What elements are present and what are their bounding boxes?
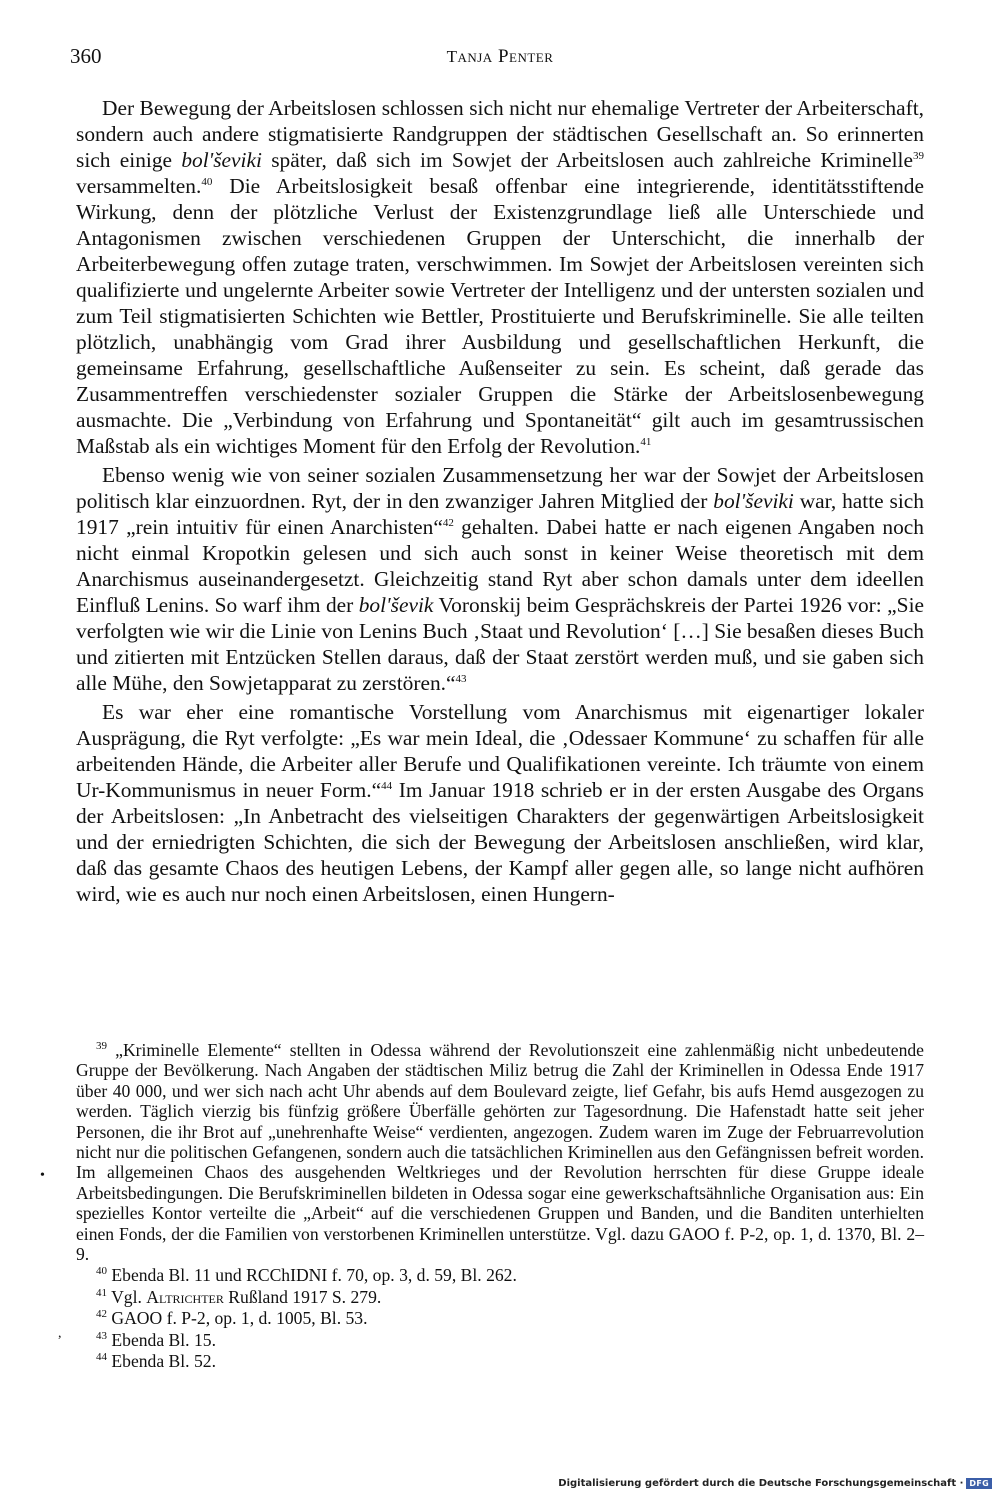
digitization-footer xyxy=(558,1478,992,1489)
footnote-text: Ebenda Bl. 15. xyxy=(107,1329,216,1350)
paragraph-1 xyxy=(76,95,924,459)
page-number: 360 xyxy=(70,44,102,68)
footnote-text: GAOO f. P-2, op. 1, d. 1005, Bl. 53. xyxy=(107,1308,368,1329)
dfg-logo-icon: DFG xyxy=(966,1478,992,1489)
footnote-43 xyxy=(76,1330,924,1350)
text-run: später, daß sich im Sowjet der Arbeitslosen auch zahlreiche Kriminelle xyxy=(261,148,913,172)
footnote-text: Ebenda Bl. 11 und RCChIDNI f. 70, op. 3, d. 59, Bl. 262. xyxy=(107,1265,517,1286)
footnote-number: 43 xyxy=(96,1329,107,1342)
italic-term: bol'ševiki xyxy=(181,148,262,172)
text-run: Die Arbeitslosigkeit besaß offenbar eine integrierende, identitätsstiftende Wirkung, denn der plötzliche Verlust der Existenzgrundlage ließ alle Unterschiede und Antagonismen zwischen verschiedenen Gruppen der Unterschicht, die innerhalb der Arbeiterbewegung offen zutage traten, verschwimmen. Im Sowjet der Arbeitslosen vereinten sich qualifizierte und ungelernte Arbeiter sowie Vertreter der Intelligenz und der untersten sozialen und zum Teil stigmatisierten Schichten wie Bettler, Prostituierte und Berufskriminelle. Sie alle teilten plötzlich, unabhängig vom Grad ihrer Ausbildung und gesellschaftlichen Herkunft, die gemeinsame Erfahrung, gesellschaftliche Außenseiter zu sein. Es scheint, daß gerade das Zusammentreffen verschiedenster sozialer Gruppen die Stärke der Arbeitslosenbewegung ausmachte. Die „Verbindung von Erfahrung und Spontaneität“ gilt auch im gesamtrussischen Maßstab als ein wichtiges Moment für den Erfolg der Revolution. xyxy=(76,174,924,458)
footnote-44 xyxy=(76,1351,924,1371)
footnote-42 xyxy=(76,1308,924,1328)
footnote-ref-44[interactable]: 44 xyxy=(381,779,393,792)
paragraph-2 xyxy=(76,462,924,696)
italic-term: bol'ševiki xyxy=(713,489,794,513)
footnote-ref-41[interactable]: 41 xyxy=(640,435,652,448)
text-run: Der Bewegung der Arbeitslosen schlossen sich nicht nur ehemalige Vertreter der Arbeiterschaft, sondern auch andere stigmatisierte Randgruppen der städtischen Gesellschaft an. So erinnerten sich einige xyxy=(76,96,924,172)
footnote-text: „Kriminelle Elemente“ stellten in Odessa während der Revolutionszeit eine zahlenmäßig nicht unbedeutende Gruppe der Bevölkerung. Nach Angaben der städtischen Miliz betrug die Zahl der Kriminellen in Odessa Ende 1917 über 40 000, und wer sich nach acht Uhr abends auf dem Boulevard zeigte, lief Gefahr, bis aufs Hemd ausgezogen zu werden. Täglich vierzig bis fünfzig größere Überfälle gehörten zur Tagesordnung. Die Hafenstadt hatte seit jeher Personen, die ihr Brot auf „unehrenhafte Weise“ verdienten, angezogen. Zudem waren im Zuge der Februarrevolution nicht nur die politischen Gefangenen, sondern auch die tatsächlichen Kriminellen aus den Gefängnissen befreit worden. Im allgemeinen Chaos des ausgehenden Weltkrieges und der Revolution herrschten für diese Gruppe ideale Arbeitsbedingungen. Die Berufskriminellen bildeten in Odessa sogar eine gewerkschaftsähnliche Organisation aus: Ein spezielles Kontor verteilte die „Arbeit“ auf die verschiedenen Gruppen und Banden, und die Banditen unterhielten einen Fonds, der die Familien von verstorbenen Kriminellen unterstütze. Vgl. dazu GAOO f. P-2, op. 1, d. 1370, Bl. 2–9. xyxy=(76,1040,924,1265)
text-run: Voronskij beim Gesprächskreis der Partei 1926 vor: „Sie verfolgten wie wir die Linie von Lenins Buch ‚Staat und Revolution‘ […] Sie besaßen dieses Buch und zitierten mit Entzücken Stellen daraus, daß der Staat zerstört werden muß, und sie gaben sich alle Mühe, den Sowjetapparat zu zerstören.“ xyxy=(76,593,925,695)
footnote-author: Altrichter xyxy=(146,1286,224,1307)
footnote-ref-40[interactable]: 40 xyxy=(201,175,213,188)
running-head-initial: T xyxy=(446,47,458,66)
footnote-number: 44 xyxy=(96,1351,107,1364)
text-run: Ebenso wenig wie von seiner sozialen Zusammensetzung her war der Sowjet der Arbeitslosen politisch klar einzuordnen. Ryt, der in den zwanziger Jahren Mitglied der xyxy=(76,463,924,513)
running-head xyxy=(0,46,1000,68)
paragraph-3 xyxy=(76,699,924,907)
footnote-number: 39 xyxy=(96,1040,107,1053)
text-run: Im Januar 1918 schrieb er in der ersten Ausgabe des Organs der Arbeitslosen: „In Anbetracht des vielseitigen Charakters der gegenwärtigen Arbeitslosigkeit und der erniedrigten Schichten, die sich der Bewegung der Arbeitslosen anschließen, wird klar, daß das gesamte Chaos des heutigen Lebens, der Kampf aller gegen alle, so lange nicht aufhören wird, wie es auch nur noch einen Arbeitslosen, einen Hungern- xyxy=(76,778,924,906)
footnote-39 xyxy=(76,1040,924,1264)
footnote-40 xyxy=(76,1265,924,1285)
footnotes xyxy=(76,1040,924,1372)
text-run: Es war eher eine romantische Vorstellung vom Anarchismus mit eigenartiger lokaler Ausprägung, die Ryt verfolgte: „Es war mein Ideal, die ‚Odessaer Kommune‘ zu schaffen für alle arbeitenden Hände, die Arbeiter aller Berufe und Qualifikationen vereinte. Ich träumte von einem Ur-Kommunismus in neuer Form.“ xyxy=(76,700,924,802)
running-head-name: anja Penter xyxy=(457,46,554,67)
main-text xyxy=(76,95,924,910)
footnote-41 xyxy=(76,1287,924,1307)
footnote-number: 42 xyxy=(96,1308,107,1321)
footnote-text: Rußland 1917 S. 279. xyxy=(223,1286,382,1307)
footnote-number: 40 xyxy=(96,1265,107,1278)
footnote-ref-43[interactable]: 43 xyxy=(455,672,467,685)
italic-term: bol'ševik xyxy=(358,593,434,617)
text-run: versammelten. xyxy=(76,174,202,198)
footnote-number: 41 xyxy=(96,1287,107,1300)
footnote-text: Ebenda Bl. 52. xyxy=(107,1351,216,1372)
footnote-ref-42[interactable]: 42 xyxy=(442,516,454,529)
scan-artifact-tick: , xyxy=(58,1326,62,1341)
footnote-ref-39[interactable]: 39 xyxy=(913,149,924,162)
text-run: gehalten. Dabei hatte er nach eigenen Angaben noch nicht einmal Kropotkin gelesen und sich auch sonst in keiner Weise theoretisch mit dem Anarchismus auseinandergesetzt. Gleichzeitig stand Ryt aber schon damals unter dem ideellen Einfluß Lenins. So warf ihm der xyxy=(76,515,924,617)
footer-text: Digitalisierung gefördert durch die Deutsche Forschungsgemeinschaft · xyxy=(558,1478,964,1489)
scan-artifact-dot: • xyxy=(40,1168,45,1183)
text-run: war, hatte sich 1917 „rein intuitiv für einen Anarchisten“ xyxy=(76,489,924,539)
footnote-text: Vgl. xyxy=(107,1286,147,1307)
